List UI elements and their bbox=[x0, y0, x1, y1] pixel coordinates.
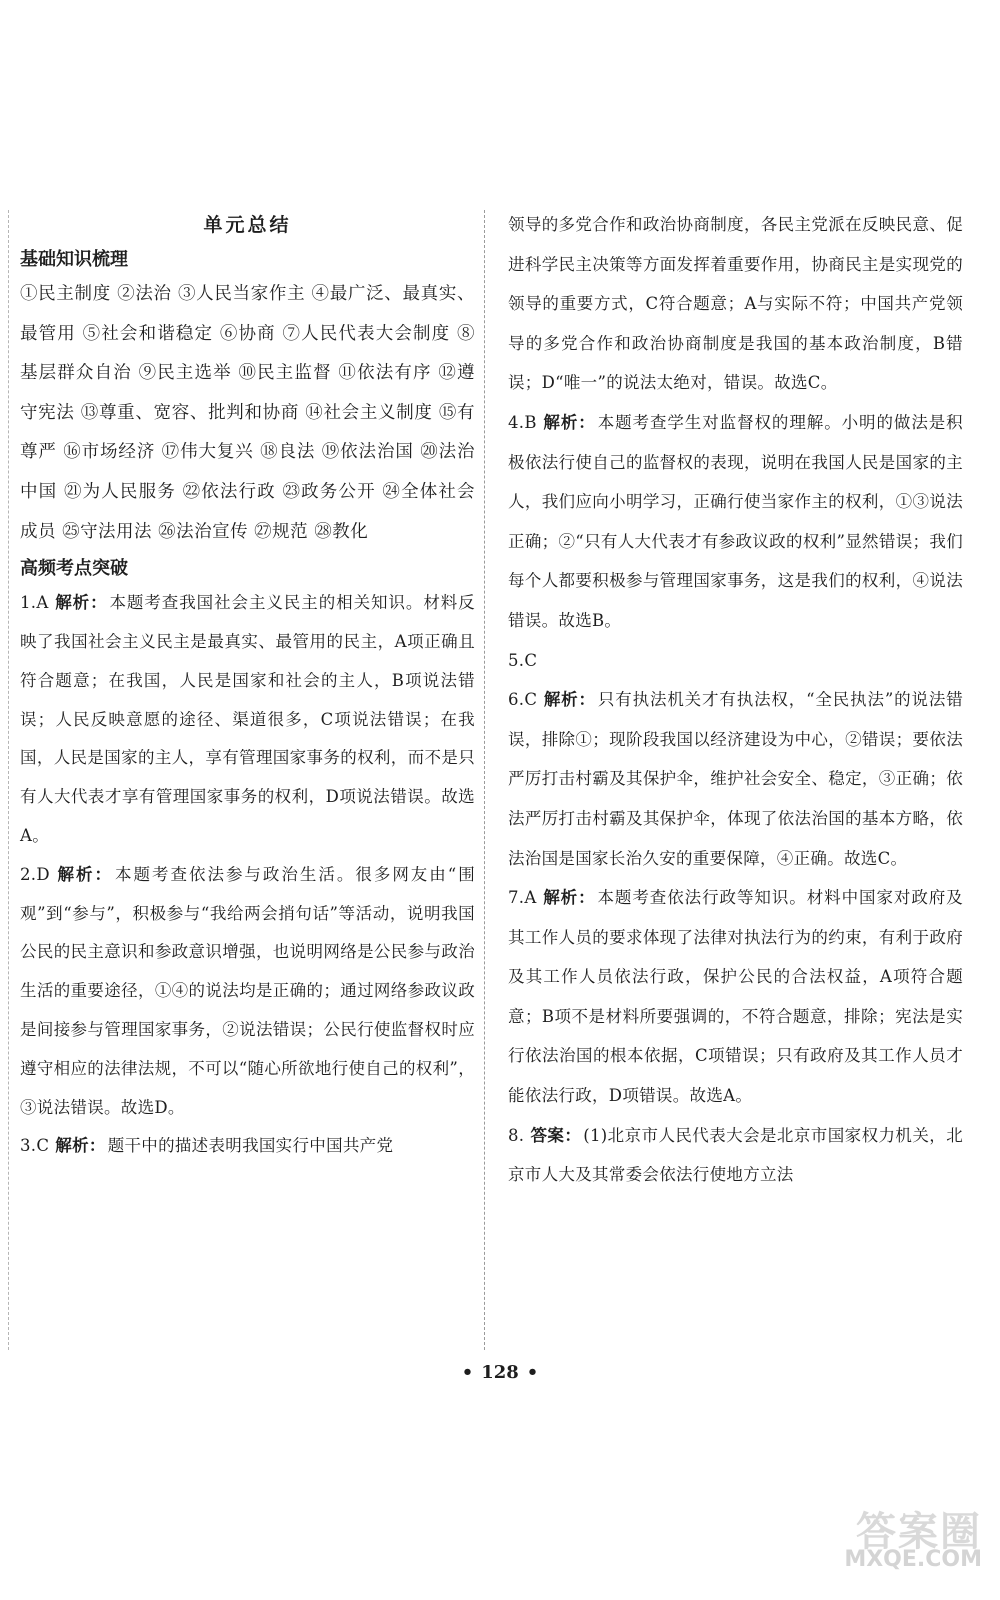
watermark-logo: 答案圈 bbox=[856, 1509, 982, 1555]
item-number: 5.C bbox=[508, 650, 538, 670]
item-tag: 解析： bbox=[55, 864, 114, 884]
item-tag: 解析： bbox=[54, 593, 108, 613]
page-dot-right: • bbox=[526, 1362, 539, 1383]
item-text: 题干中的描述表明我国实行中国共产党 bbox=[107, 1136, 394, 1156]
page-number-value: 128 bbox=[481, 1362, 519, 1383]
right-column bbox=[508, 205, 963, 1195]
answer-item-2 bbox=[20, 856, 475, 1128]
item-tag: 解析： bbox=[55, 1136, 106, 1156]
watermark bbox=[792, 1500, 982, 1572]
item-number: 1.A bbox=[20, 593, 49, 613]
item-number: 7.A bbox=[508, 888, 537, 908]
page-dot-left: • bbox=[461, 1362, 474, 1383]
item-text: 本题考查依法行政等知识。材料中国家对政府及其工作人员的要求体现了法律对执法行为的约束，有利于政府及其工作人员依法行政，保护公民的合法权益，A项符合题意；B项不是材料所要强调的，不符合题意，排除；宪法是实行依法治国的根本依据，C项错误；只有政府及其工作人员才能依法行政，D项错误。故选A。 bbox=[508, 888, 963, 1106]
item-tag: 解析： bbox=[542, 888, 596, 908]
answer-item-4 bbox=[508, 403, 963, 641]
item-text: 本题考查学生对监督权的理解。小明的做法是积极依法行使自己的监督权的表现，说明在我国人民是国家的主人，我们应向小明学习，正确行使当家作主的权利，①③说法正确；②“只有人大代表才有参政议政的权利”显然错误；我们每个人都要积极参与管理国家事务，这是我们的权利，④说法错误。故选B。 bbox=[508, 412, 963, 630]
answer-item-5 bbox=[508, 641, 963, 681]
section-heading-exam-points: 高频考点突破 bbox=[20, 558, 128, 580]
item-text: 本题考查依法参与政治生活。很多网友由“围观”到“参与”，积极参与“我给两会捎句话”等活动，说明我国公民的民主意识和参政意识增强，也说明网络是公民参与政治生活的重要途径，①④的说法均是正确的；通过网络参政议政是间接参与管理国家事务，②说法错误；公民行使监督权时应遵守相应的法律法规，不可以“随心所欲地行使自己的权利”，③说法错误。故选D。 bbox=[20, 864, 476, 1117]
answer-item-8 bbox=[508, 1116, 963, 1195]
item-number: 6.C bbox=[508, 690, 538, 710]
item-text: 本题考查我国社会主义民主的相关知识。材料反映了我国社会主义民主是最真实、最管用的民主，A项正确且符合题意；在我国，人民是国家和社会的主人，B项说法错误；人民反映意愿的途径、渠道很多，C项说法错误；在我国，人民是国家的主人，享有管理国家事务的权利，而不是只有人大代表才享有管理国家事务的权利，D项说法错误。故选A。 bbox=[20, 593, 475, 845]
answer-item-6 bbox=[508, 680, 963, 878]
answer-item-3 bbox=[20, 1127, 475, 1166]
answer-item-7 bbox=[508, 878, 963, 1116]
knowledge-points: ①民主制度 ②法治 ③人民当家作主 ④最广泛、最真实、最管用 ⑤社会和谐稳定 ⑥协商 ⑦人民代表大会制度 ⑧基层群众自治 ⑨民主选举 ⑩民主监督 ⑪依法有序 ⑫遵守宪法 ⑬尊重、宽容、批判和协商 ⑭社会主义制度 ⑮有尊严 ⑯市场经济 ⑰伟大复兴 ⑱良法 ⑲依法治国 ⑳法治中国 ㉑为人民服务 ㉒依法行政 ㉓政务公开 ㉔全体社会成员 ㉕守法用法 ㉖法治宣传 ㉗规范 ㉘教化 bbox=[20, 284, 475, 542]
page-title: 单元总结 bbox=[203, 214, 292, 236]
answer-item-1 bbox=[20, 584, 475, 856]
item-number: 8. bbox=[508, 1125, 525, 1145]
item-tag: 解析： bbox=[542, 412, 596, 432]
item-tag: 解析： bbox=[543, 690, 596, 710]
answer-item-3-continued: 领导的多党合作和政治协商制度，各民主党派在反映民意、促进科学民主决策等方面发挥着重要作用，协商民主是实现党的领导的重要方式，C符合题意；A与实际不符；中国共产党领导的多党合作和政治协商制度是我国的基本政治制度，B错误；D“唯一”的说法太绝对，错误。故选C。 bbox=[508, 215, 963, 393]
item-text: (1)北京市人民代表大会是北京市国家权力机关，北京市人大及其常委会依法行使地方立法 bbox=[508, 1125, 964, 1185]
page-number bbox=[0, 1362, 1000, 1383]
item-number: 2.D bbox=[20, 864, 50, 884]
item-number: 3.C bbox=[20, 1136, 50, 1156]
section-heading-basics: 基础知识梳理 bbox=[20, 249, 128, 270]
left-column bbox=[20, 205, 475, 1166]
left-margin-rule bbox=[8, 210, 9, 1350]
item-tag: 答案： bbox=[530, 1125, 582, 1145]
watermark-site: MXQE.COM bbox=[844, 1547, 982, 1572]
item-number: 4.B bbox=[508, 412, 537, 432]
column-divider bbox=[484, 210, 485, 1350]
item-text: 只有执法机关才有执法权，“全民执法”的说法错误，排除①；现阶段我国以经济建设为中心，②错误；要依法严厉打击村霸及其保护伞，维护社会安全、稳定，③正确；依法严厉打击村霸及其保护伞，体现了依法治国的基本方略，依法治国是国家长治久安的重要保障，④正确。故选C。 bbox=[508, 690, 963, 868]
